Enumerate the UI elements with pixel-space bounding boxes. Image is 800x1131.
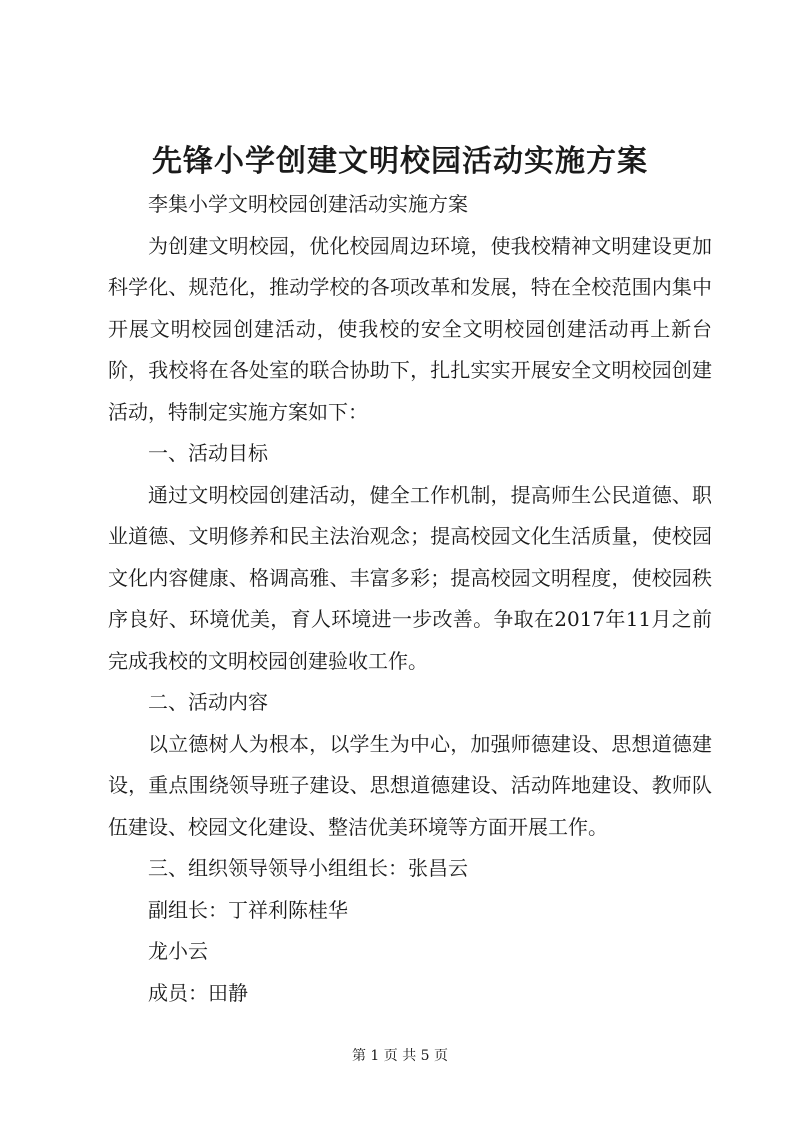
document-title: 先锋小学创建文明校园活动实施方案 [152, 144, 648, 179]
deputy-leaders-line: 副组长：丁祥利陈桂华 [148, 897, 348, 922]
page-footer: 第 1 页 共 5 页 [351, 1048, 449, 1064]
section-heading-organization: 三、组织领导领导小组组长：张昌云 [148, 856, 468, 880]
goals-paragraph: 通过文明校园创建活动，健全工作机制，提高师生公民道德、职业道德、文明修养和民主法治观念；提高校园文化生活质量，使校园文化内容健康、格调高雅、丰富多彩；提高校园文明程度，使校园秩序良好、环境优美，育人环境进一步改善。争取在2017年11月之前完成我校的文明校园创建验收工作。 [108, 482, 712, 673]
members-line: 成员：田静 [148, 980, 248, 1005]
intro-paragraph: 为创建文明校园，优化校园周边环境，使我校精神文明建设更加科学化、规范化，推动学校的各项改革和发展，特在全校范围内集中开展文明校园创建活动，使我校的安全文明校园创建活动再上新台阶，我校将在各处室的联合协助下，扎扎实实开展安全文明校园创建活动，特制定实施方案如下： [108, 233, 712, 424]
section-heading-goals: 一、活动目标 [148, 441, 268, 465]
subtitle-paragraph: 李集小学文明校园创建活动实施方案 [148, 192, 468, 216]
document-body [108, 184, 712, 1014]
content-paragraph: 以立德树人为根本，以学生为中心，加强师德建设、思想道德建设，重点围绕领导班子建设、思想道德建设、活动阵地建设、教师队伍建设、校园文化建设、整洁优美环境等方面开展工作。 [108, 731, 712, 839]
deputy-leader-extra-line: 龙小云 [148, 939, 208, 963]
section-heading-content: 二、活动内容 [148, 690, 268, 714]
